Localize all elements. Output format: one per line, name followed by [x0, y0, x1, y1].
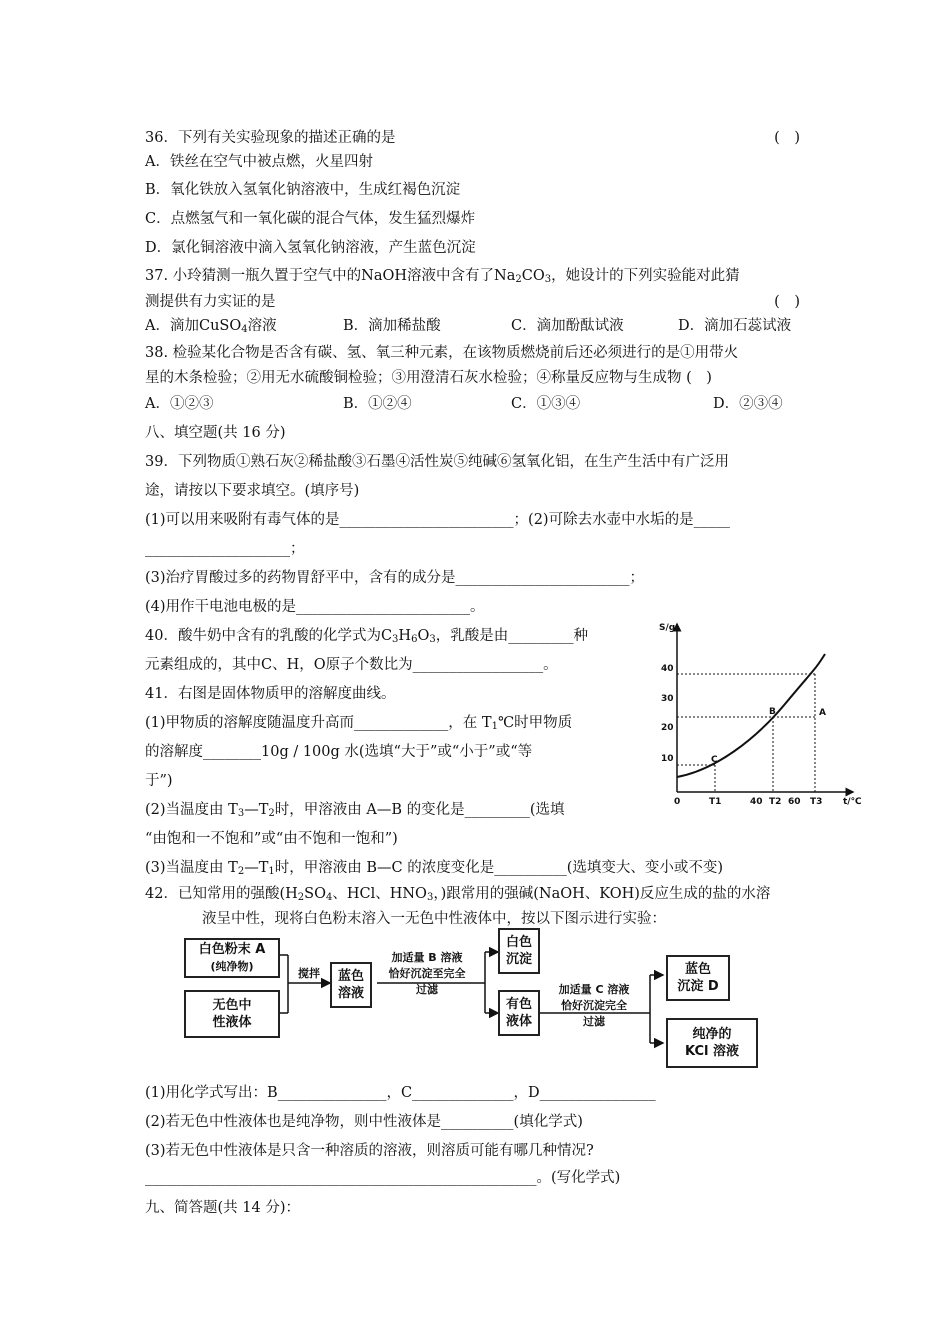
y-tick: 40	[661, 664, 674, 674]
q41-line7: (3)当温度由 $T_2—T_1$时，甲溶液由 B—C 的浓度变化是__________(选填变大、变小或不变)	[145, 860, 724, 877]
q39-line4: ____________________；	[145, 541, 305, 557]
section-9-heading: 九、简答题(共 14 分)：	[145, 1200, 300, 1216]
x-tick: T2	[769, 797, 782, 807]
point-a-label: A	[819, 708, 826, 718]
x-axis-label: t/℃	[843, 797, 862, 807]
q40-line2: 元素组成的，其中C、H，O原子个数比为__________________。	[145, 657, 558, 673]
pure-kcl-solution-box: 纯净的 KCl 溶液	[666, 1018, 758, 1068]
step2-label: 加适量 C 溶液 恰好沉淀完全 过滤	[558, 983, 630, 1028]
q39-line3: (1)可以用来吸附有毒气体的是________________________；(2)可除去水壶中水垢的是_____	[145, 512, 730, 528]
q41-line6: “由饱和一不饱和”或“由不饱和一饱和”)	[145, 831, 398, 847]
q42-line1: 42．已知常用的强酸($H_2SO_4$、HCl、$HNO_3$，)跟常用的强碱(NaOH、KOH)反应生成的盐的水溶	[145, 886, 771, 903]
section-8-heading: 八、填空题(共 16 分)	[145, 425, 286, 441]
solubility-graph	[655, 620, 870, 810]
white-precipitate-box: 白色 沉淀	[498, 928, 540, 974]
q42-line4: (2)若无色中性液体也是纯净物，则中性液体是__________(填化学式)	[145, 1114, 583, 1130]
y-tick: 10	[661, 754, 674, 764]
q37-option-d: D．滴加石蕊试液	[678, 318, 792, 334]
q38-option-c: C．①③④	[511, 396, 581, 412]
q41-line1: 41．右图是固体物质甲的溶解度曲线。	[145, 686, 396, 702]
x-tick-labels	[674, 797, 822, 807]
q37-option-b: B．滴加稀盐酸	[343, 318, 441, 334]
y-tick: 30	[661, 694, 674, 704]
q39-line2: 途，请按以下要求填空。(填序号)	[145, 483, 360, 499]
q37-option-a: A．滴加CuSO$_4$溶液	[145, 318, 277, 335]
point-b-label: B	[769, 707, 776, 717]
x-tick: T1	[709, 797, 722, 807]
x-tick: T3	[810, 797, 823, 807]
q37-line1: 37. 小玲猜测一瓶久置于空气中的NaOH溶液中含有了$Na_2CO_3$，她设计的下列实验能对此猜	[145, 268, 740, 285]
q41-line4: 于”)	[145, 773, 173, 789]
q41-line2: (1)甲物质的溶解度随温度升高而_____________，在 $T_1℃$时甲物质	[145, 715, 573, 732]
q39-line5: (3)治疗胃酸过多的药物胃舒平中，含有的成分是________________________；	[145, 570, 645, 586]
q42-line5: (3)若无色中性液体是只含一种溶质的溶液，则溶质可能有哪几种情况?	[145, 1143, 594, 1159]
colorless-liquid-box: 无色中 性液体	[184, 990, 280, 1038]
white-powder-a-box: 白色粉末 A (纯净物)	[184, 938, 280, 978]
step1-label: 加适量 B 溶液 恰好沉淀至完全 过滤	[388, 951, 466, 996]
q38-line2: 星的木条检验；②用无水硫酸铜检验；③用澄清石灰水检验；④称量反应物与生成物 ( )	[145, 370, 712, 386]
answer-paren: ( )	[774, 130, 800, 146]
x-tick: 40	[750, 797, 763, 807]
blue-precipitate-d-box: 蓝色 沉淀 D	[666, 955, 730, 1001]
q36-option-d: D．氯化铜溶液中滴入氢氧化钠溶液，产生蓝色沉淀	[145, 240, 476, 256]
y-tick-labels	[661, 664, 674, 764]
q41-line5: (2)当温度由 $T_3—T_2$时，甲溶液由 A—B 的变化是_________(选填	[145, 802, 565, 819]
q39-line1: 39．下列物质①熟石灰②稀盐酸③石墨④活性炭⑤纯碱⑥氢氧化铝，在生产生活中有广泛用	[145, 454, 729, 470]
stir-label: 搅拌	[298, 967, 320, 980]
q39-line6: (4)用作干电池电极的是________________________。	[145, 599, 485, 615]
q40-line1: 40．酸牛奶中含有的乳酸的化学式为$C_3H_6O_3$，乳酸是由_________种	[145, 628, 588, 645]
x-tick: 60	[788, 797, 801, 807]
q38-option-d: D．②③④	[713, 396, 783, 412]
x-tick: 0	[674, 797, 681, 807]
answer-paren: ( )	[774, 294, 800, 310]
q41-line3: 的溶解度________10g / 100g 水(选填“大于”或“小于”或“等	[145, 744, 533, 760]
q36-option-a: A．铁丝在空气中被点燃，火星四射	[145, 154, 373, 170]
point-c-label: C	[711, 755, 718, 765]
q42-line2: 液呈中性，现将白色粉末溶入一无色中性液体中，按以下图示进行实验：	[202, 911, 666, 927]
q42-line3: (1)用化学式写出：B_______________，C______________，D________________	[145, 1085, 656, 1101]
q36-option-b: B．氧化铁放入氢氧化钠溶液中，生成红褐色沉淀	[145, 182, 461, 198]
y-axis-label: S/g	[659, 623, 676, 633]
solubility-curve	[677, 654, 825, 777]
q37-option-c: C．滴加酚酞试液	[511, 318, 624, 334]
q42-line6: ______________________________________________________。(写化学式)	[145, 1170, 621, 1186]
q38-option-a: A．①②③	[145, 396, 214, 412]
q36-option-c: C．点燃氢气和一氧化碳的混合气体，发生猛烈爆炸	[145, 211, 476, 227]
colored-liquid-box: 有色 液体	[498, 990, 540, 1036]
q36-stem: 36．下列有关实验现象的描述正确的是 ( )	[145, 130, 800, 146]
blue-solution-box: 蓝色 溶液	[330, 962, 372, 1008]
y-tick: 20	[661, 723, 674, 733]
q38-option-b: B．①②④	[343, 396, 412, 412]
q38-line1: 38. 检验某化合物是否含有碳、氢、氧三种元素，在该物质燃烧前后还必须进行的是①用带火	[145, 345, 739, 361]
q37-line2: 测提供有力实证的是 ( )	[145, 294, 800, 310]
